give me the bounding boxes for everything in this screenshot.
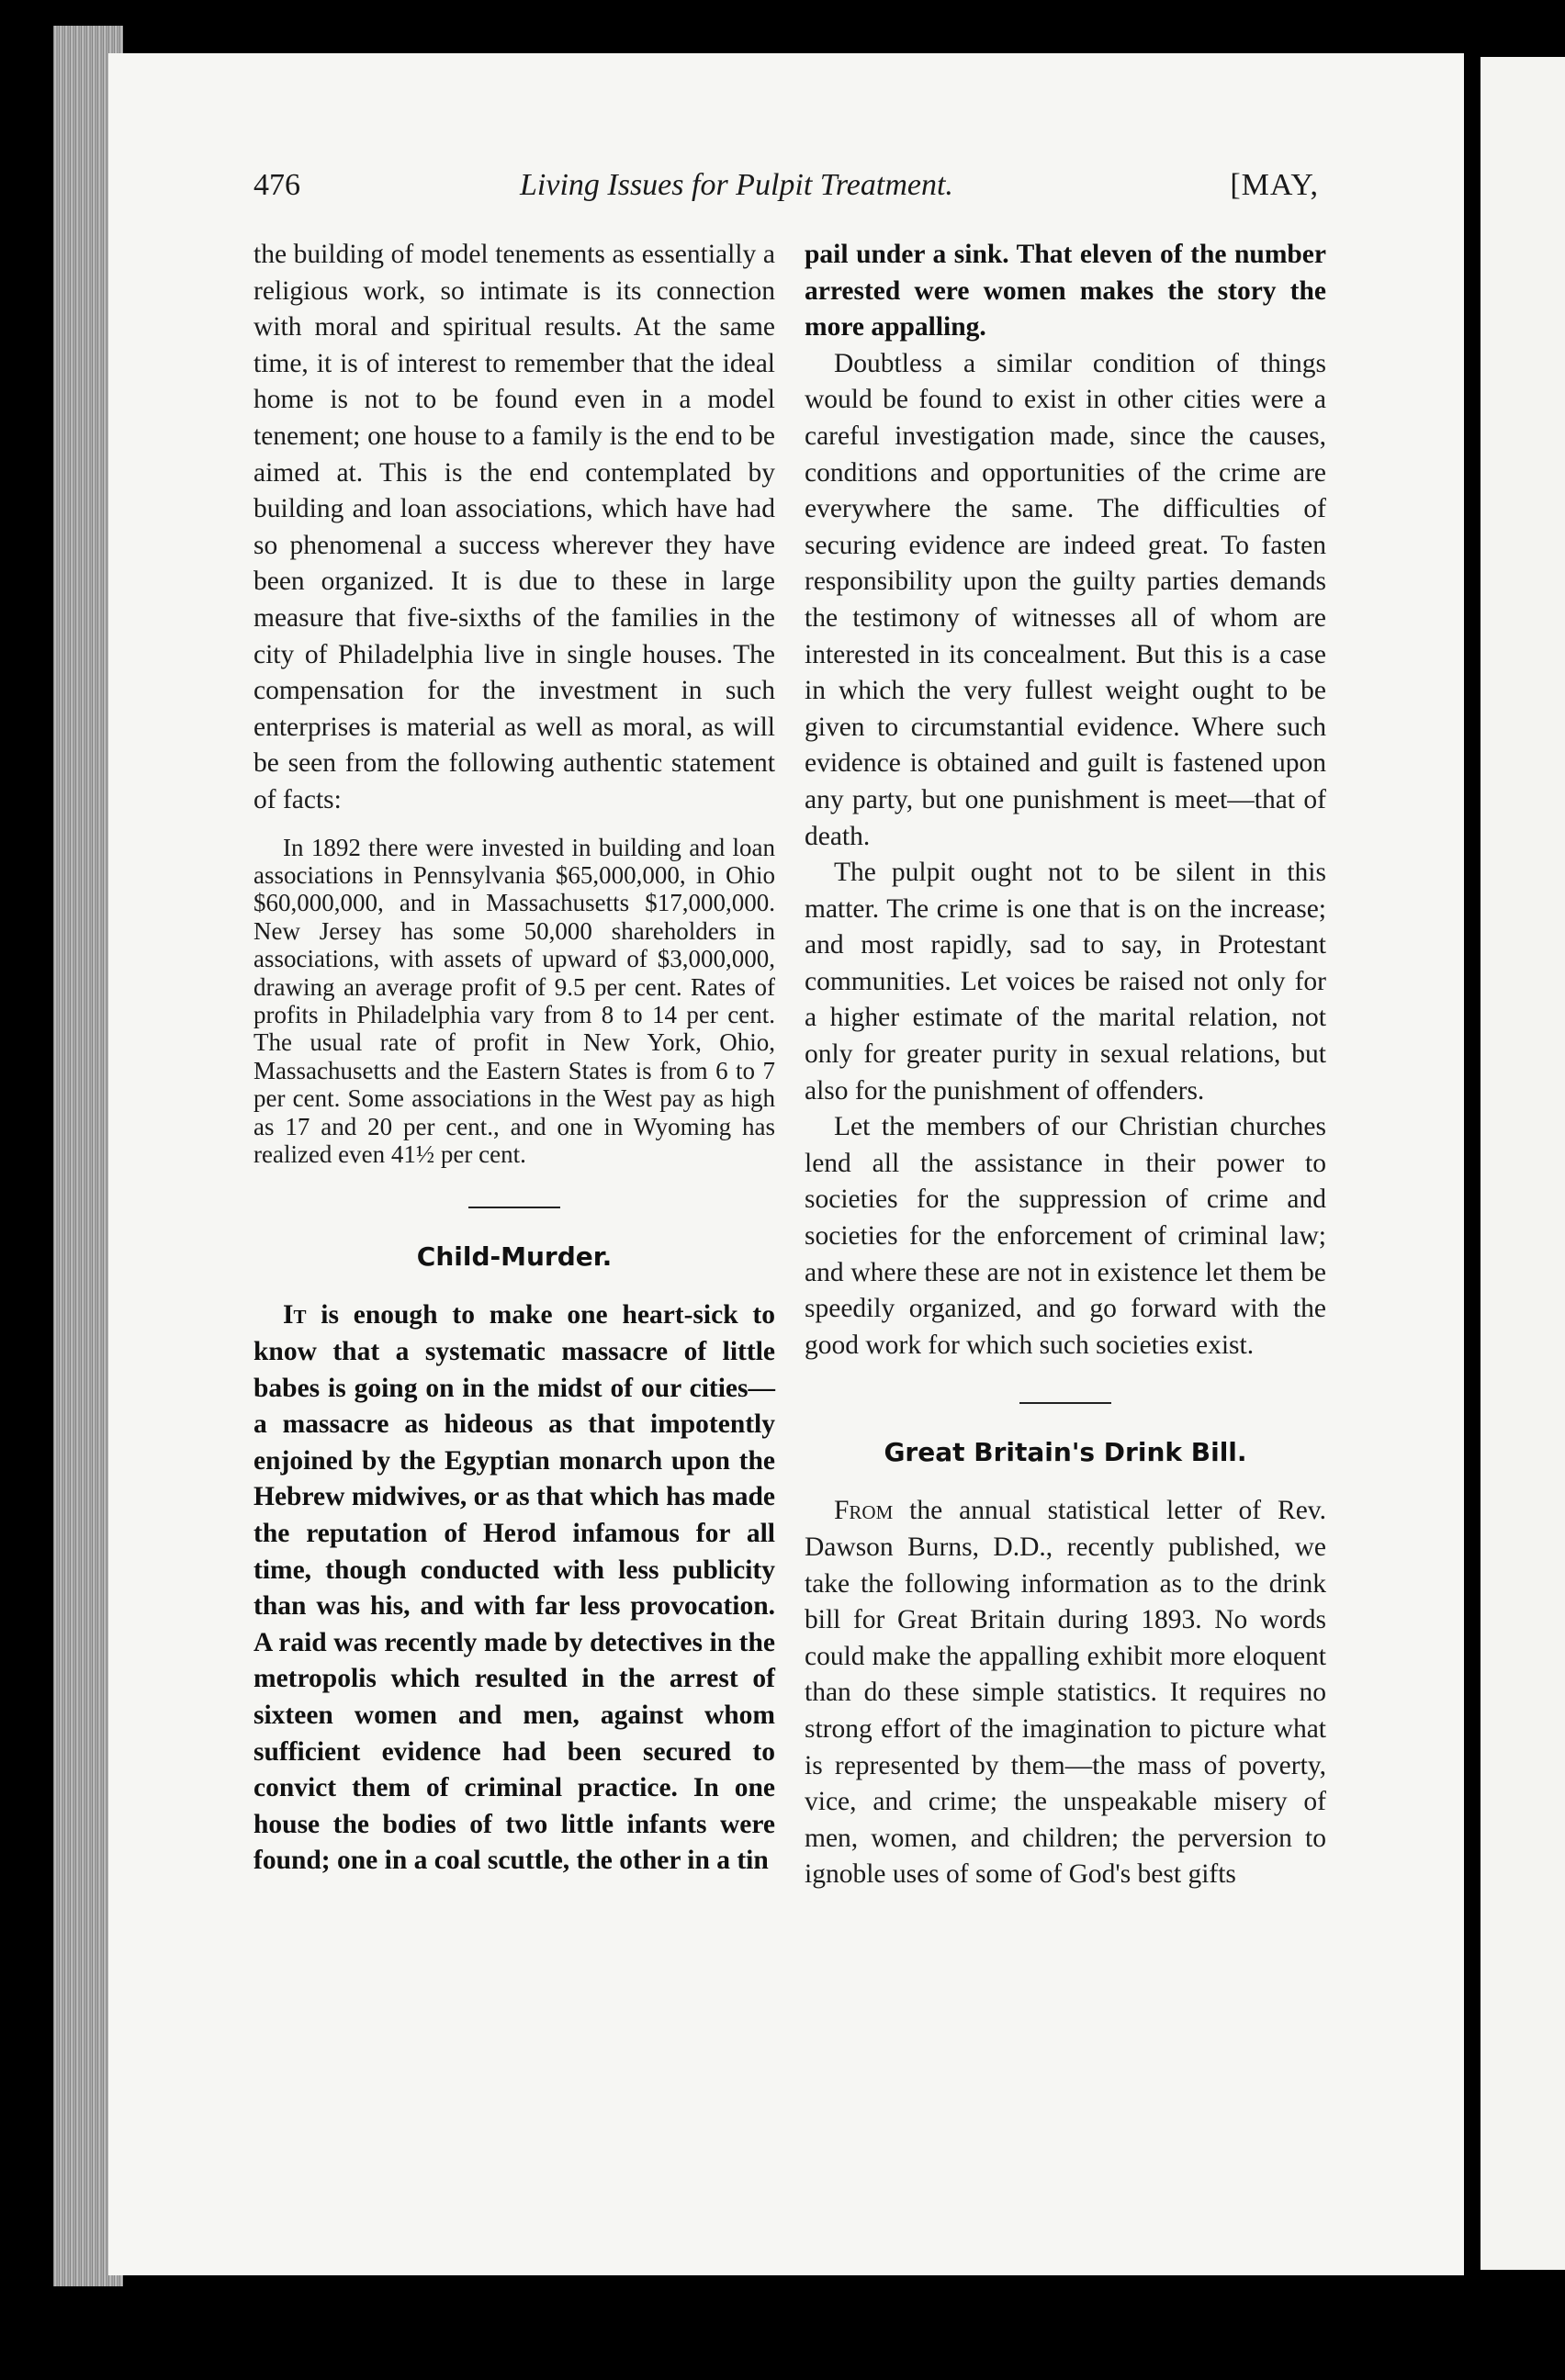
paragraph-model-tenements: the building of model tenements as essentially a religious work, so intimate is its connection with moral and spiritual results. At the same time, it is of interest to remember that the ideal home is not to be found even in a model tenement; one house to a family is the end to be aimed at. This is the end contemplated by building and loan associations, which have had so phenomenal a success wherever they have been organized. It is due to these in large measure that five-sixths of the families in the city of Philadelphia live in single houses. The compensation for the investment in such enterprises is material as well as moral, as will be seen from the following authentic statement of facts: — [253, 240, 775, 814]
section-heading-drink-bill: Great Britain's Drink Bill. — [884, 1437, 1247, 1468]
header-month: [MAY, — [1230, 168, 1319, 202]
paragraph-pulpit: The pulpit ought not to be silent in this matter. The crime is one that is on the increase; and most rapidly, sad to say, in Protestant communities. Let voices be raised not only for a higher estimate of the marital relation, not only for greater purity in sexual relations, but also for the punishment of offenders. — [805, 858, 1326, 1106]
page-number: 476 — [253, 168, 300, 202]
paragraph-similar-condition: Doubtless a similar condition of things would be found to exist in other cities were a careful investigation made, since the causes, conditions and opportunities of the crime are everywhere the same. The difficulties of securing evidence are indeed great. To fasten responsibility upon the guilty parties demands the testimony of witnesses all of whom are interested in its concealment. But this is a case in which the very fullest weight ought to be given to circumstantial evidence. Where such evidence is obtained and guilt is fastened upon any party, but one punishment is meet—that of death. — [805, 348, 1326, 851]
quote-building-loan-statistics: In 1892 there were invested in building and loan associations in Pennsylvania $65,000,000, in Ohio $60,000,000, and in Massachusetts $17,000,000. New Jersey has some 50,000 shareholders in associations, with assets of upward of $3,000,000, drawing an average profit of 9.5 per cent. Rates of profits in Philadelphia vary from 8 to 14 per cent. The usual rate of profit in New York, Ohio, Massachusetts and the Eastern States is from 6 to 7 per cent. Some associations in the West pay as high as 17 and 20 per cent., and one in Wyoming has realized even 41½ per cent. — [253, 833, 775, 1168]
paragraph-child-murder — [253, 1297, 775, 1880]
facing-page-edge — [1481, 57, 1565, 2270]
paragraph-drink-bill — [805, 1493, 1326, 1893]
section-divider — [1019, 1402, 1111, 1404]
section-lead-word: It — [283, 1300, 307, 1330]
section-body: is enough to make one heart-sick to know that a systematic massacre of little babes is going on in the midst of our cities—a massacre as hideous as that impotently enjoined by the Egyptian monarch upon the Hebrew midwives, or as that which has made the reputation of Herod infamous for all time, though conducted with less publicity than was his, and with far less provocation. A raid was recently made by detectives in the metropolis which resulted in the arrest of sixteen women and men, against whom sufficient evidence had been secured to convict them of criminal practice. In one house the bodies of two little infants were found; one in a coal scuttle, the other in a tin — [253, 1300, 775, 1876]
section-lead-word: From — [834, 1496, 894, 1526]
running-title: Living Issues for Pulpit Treatment. — [520, 168, 953, 202]
paragraph-pail-under-sink: pail under a sink. That eleven of the number arrested were women makes the story the more appalling. — [805, 240, 1326, 342]
right-column — [805, 237, 1326, 1893]
page-header — [253, 168, 1319, 214]
section-divider — [468, 1207, 560, 1208]
section-body: the annual statistical letter of Rev. Dawson Burns, D.D., recently published, we take the following information as to the drink bill for Great Britain during 1893. No words could make the appalling exhibit more eloquent than do these simple statistics. It requires no strong effort of the imagination to picture what is represented by them—the mass of poverty, vice, and crime; the unspeakable misery of men, women, and children; the perversion to ignoble uses of some of God's best gifts — [805, 1496, 1326, 1890]
section-heading-child-murder: Child-Murder. — [416, 1241, 613, 1273]
paragraph-christian-churches: Let the members of our Christian churches lend all the assistance in their power to societies for the suppression of crime and societies for the enforcement of criminal law; and where these are not in existence let them be speedily organized, and go forward with the good work for which such societies exist. — [805, 1112, 1326, 1360]
left-column — [253, 237, 775, 1880]
